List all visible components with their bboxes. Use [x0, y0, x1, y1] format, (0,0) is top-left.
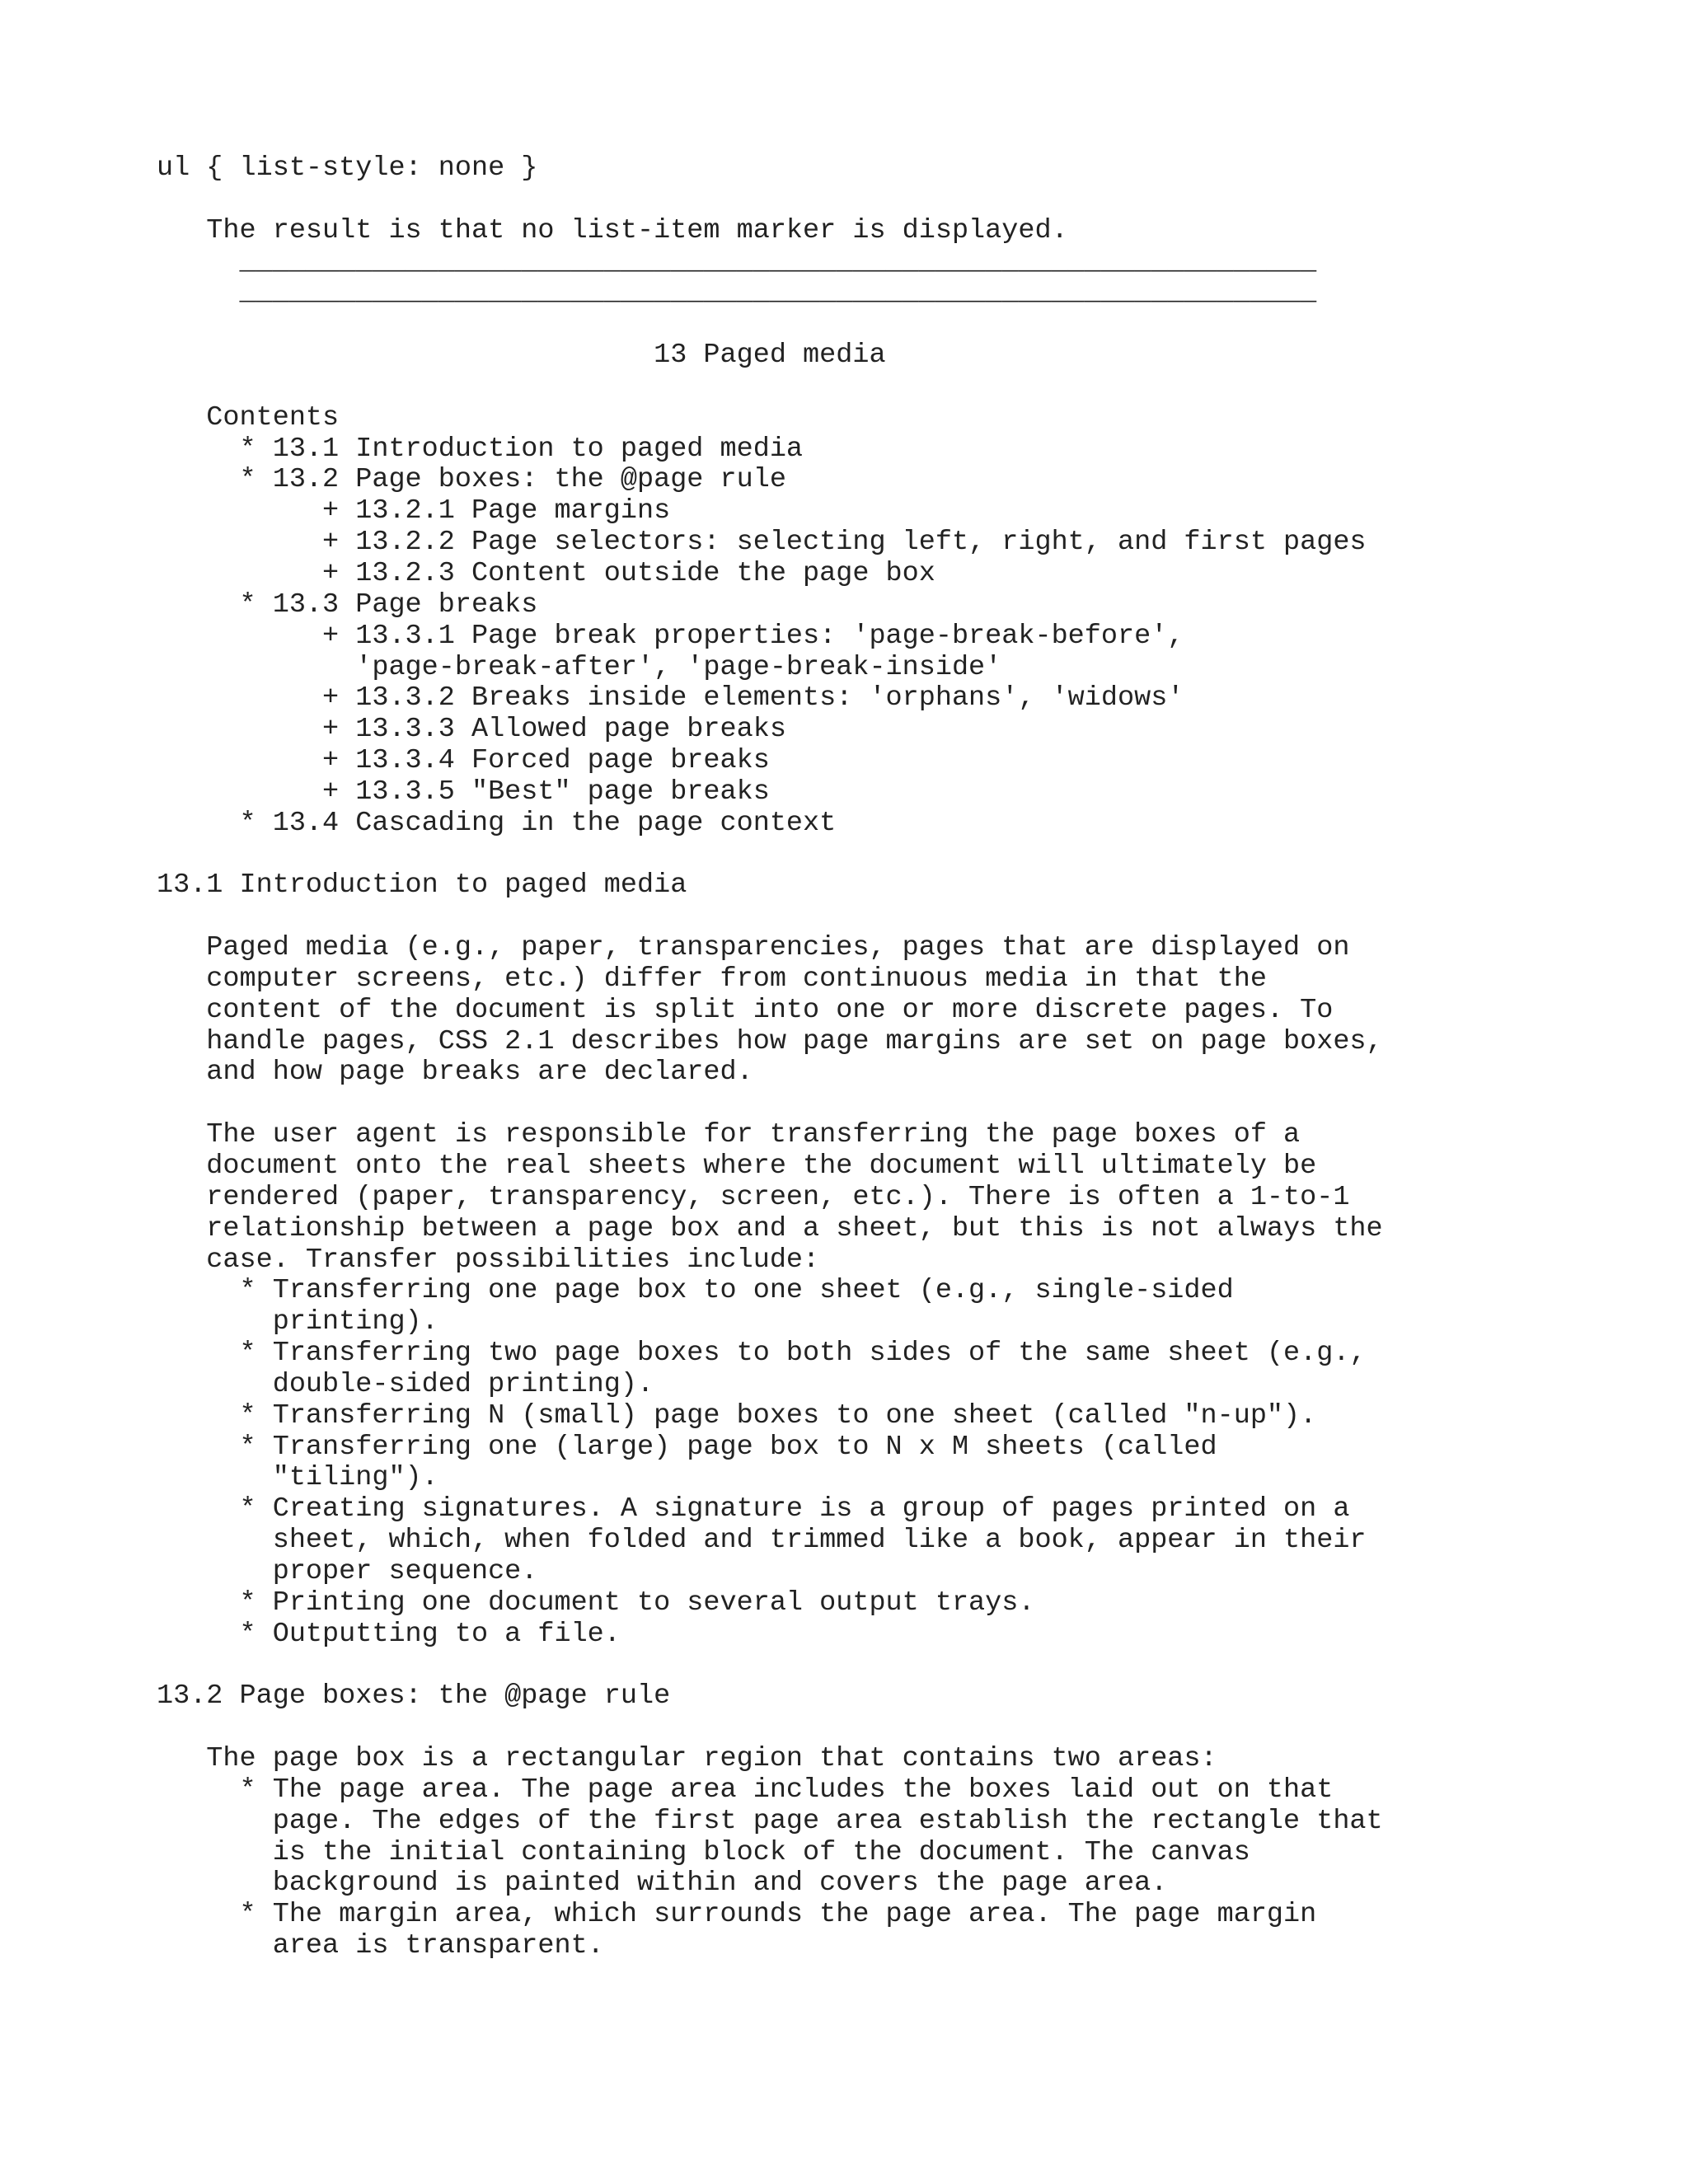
document-line: + 13.2.1 Page margins: [157, 495, 671, 527]
document-line: * 13.1 Introduction to paged media: [157, 433, 804, 465]
document-line: + 13.3.1 Page break properties: 'page-break-before',: [157, 620, 1184, 652]
document-line: * Transferring N (small) page boxes to one sheet (called "n-up").: [157, 1399, 1317, 1432]
document-line: * The page area. The page area includes the boxes laid out on that: [157, 1774, 1334, 1806]
document-line: proper sequence.: [157, 1555, 538, 1587]
document-line: computer screens, etc.) differ from continuous media in that the: [157, 963, 1267, 995]
document-line: * The margin area, which surrounds the page area. The page margin: [157, 1899, 1317, 1931]
document-line: * 13.4 Cascading in the page context: [157, 807, 837, 839]
document-line: + 13.3.2 Breaks inside elements: 'orphans', 'widows': [157, 682, 1184, 715]
document-line: + 13.3.4 Forced page breaks: [157, 745, 770, 777]
document-line: [157, 309, 1673, 340]
document-line: + 13.2.3 Content outside the page box: [157, 557, 935, 589]
document-line: case. Transfer possibilities include:: [157, 1244, 820, 1276]
document-line: page. The edges of the first page area establish the rectangle that: [157, 1805, 1383, 1837]
document-line: and how page breaks are declared.: [157, 1057, 753, 1089]
document-line: "tiling").: [157, 1462, 438, 1494]
document-line: * 13.2 Page boxes: the @page rule: [157, 464, 786, 496]
document-line: printing).: [157, 1306, 438, 1338]
document-line: rendered (paper, transparency, screen, etc.). There is often a 1-to-1: [157, 1181, 1350, 1213]
document-line: 13 Paged media: [157, 340, 886, 372]
document-line: document onto the real sheets where the document will ultimately be: [157, 1151, 1317, 1182]
document-line: area is transparent.: [157, 1930, 604, 1962]
document-line: is the initial containing block of the document. The canvas: [157, 1836, 1250, 1868]
document-line: [157, 1089, 1673, 1120]
document-line: + 13.3.5 "Best" page breaks: [157, 776, 770, 808]
document-line: * 13.3 Page breaks: [157, 588, 538, 621]
document-line: sheet, which, when folded and trimmed like a book, appear in their: [157, 1525, 1367, 1557]
document-line: 13.1 Introduction to paged media: [157, 869, 687, 902]
document-line: The page box is a rectangular region that contains two areas:: [157, 1743, 1217, 1775]
document-line: The user agent is responsible for transferring the page boxes of a: [157, 1119, 1301, 1151]
document-line: _________________________________________________________________: [157, 277, 1317, 309]
document-line: handle pages, CSS 2.1 describes how page margins are set on page boxes,: [157, 1025, 1383, 1057]
document-line: double-sided printing).: [157, 1368, 654, 1400]
document-line: * Printing one document to several output trays.: [157, 1586, 1035, 1619]
document-line: + 13.3.3 Allowed page breaks: [157, 714, 786, 746]
document-line: * Transferring two page boxes to both sides of the same sheet (e.g.,: [157, 1338, 1367, 1370]
document-line: * Transferring one page box to one sheet (e.g., single-sided: [157, 1275, 1234, 1307]
document-line: Contents: [157, 401, 340, 434]
document-line: 'page-break-after', 'page-break-inside': [157, 651, 1002, 683]
document-line: Paged media (e.g., paper, transparencies, pages that are displayed on: [157, 932, 1350, 964]
document-line: relationship between a page box and a sheet, but this is not always the: [157, 1212, 1383, 1244]
document-line: * Transferring one (large) page box to N x M sheets (called: [157, 1431, 1217, 1463]
document-line: + 13.2.2 Page selectors: selecting left, right, and first pages: [157, 527, 1367, 559]
document-line: _________________________________________________________________: [157, 246, 1317, 278]
document-line: [157, 840, 1673, 871]
document-line: * Outputting to a file.: [157, 1618, 621, 1650]
document-line: 13.2 Page boxes: the @page rule: [157, 1680, 671, 1713]
document-line: * Creating signatures. A signature is a group of pages printed on a: [157, 1493, 1350, 1526]
document-line: ul { list-style: none }: [157, 152, 538, 184]
document-line: content of the document is split into one or more discrete pages. To: [157, 994, 1334, 1026]
document-line: [157, 1713, 1673, 1744]
document-line: [157, 372, 1673, 403]
document-line: background is painted within and covers the page area.: [157, 1868, 1168, 1900]
document-page: [157, 153, 1673, 1962]
document-line: [157, 902, 1673, 933]
document-line: [157, 185, 1673, 216]
document-line: The result is that no list-item marker is displayed.: [157, 214, 1068, 246]
document-line: [157, 1651, 1673, 1682]
